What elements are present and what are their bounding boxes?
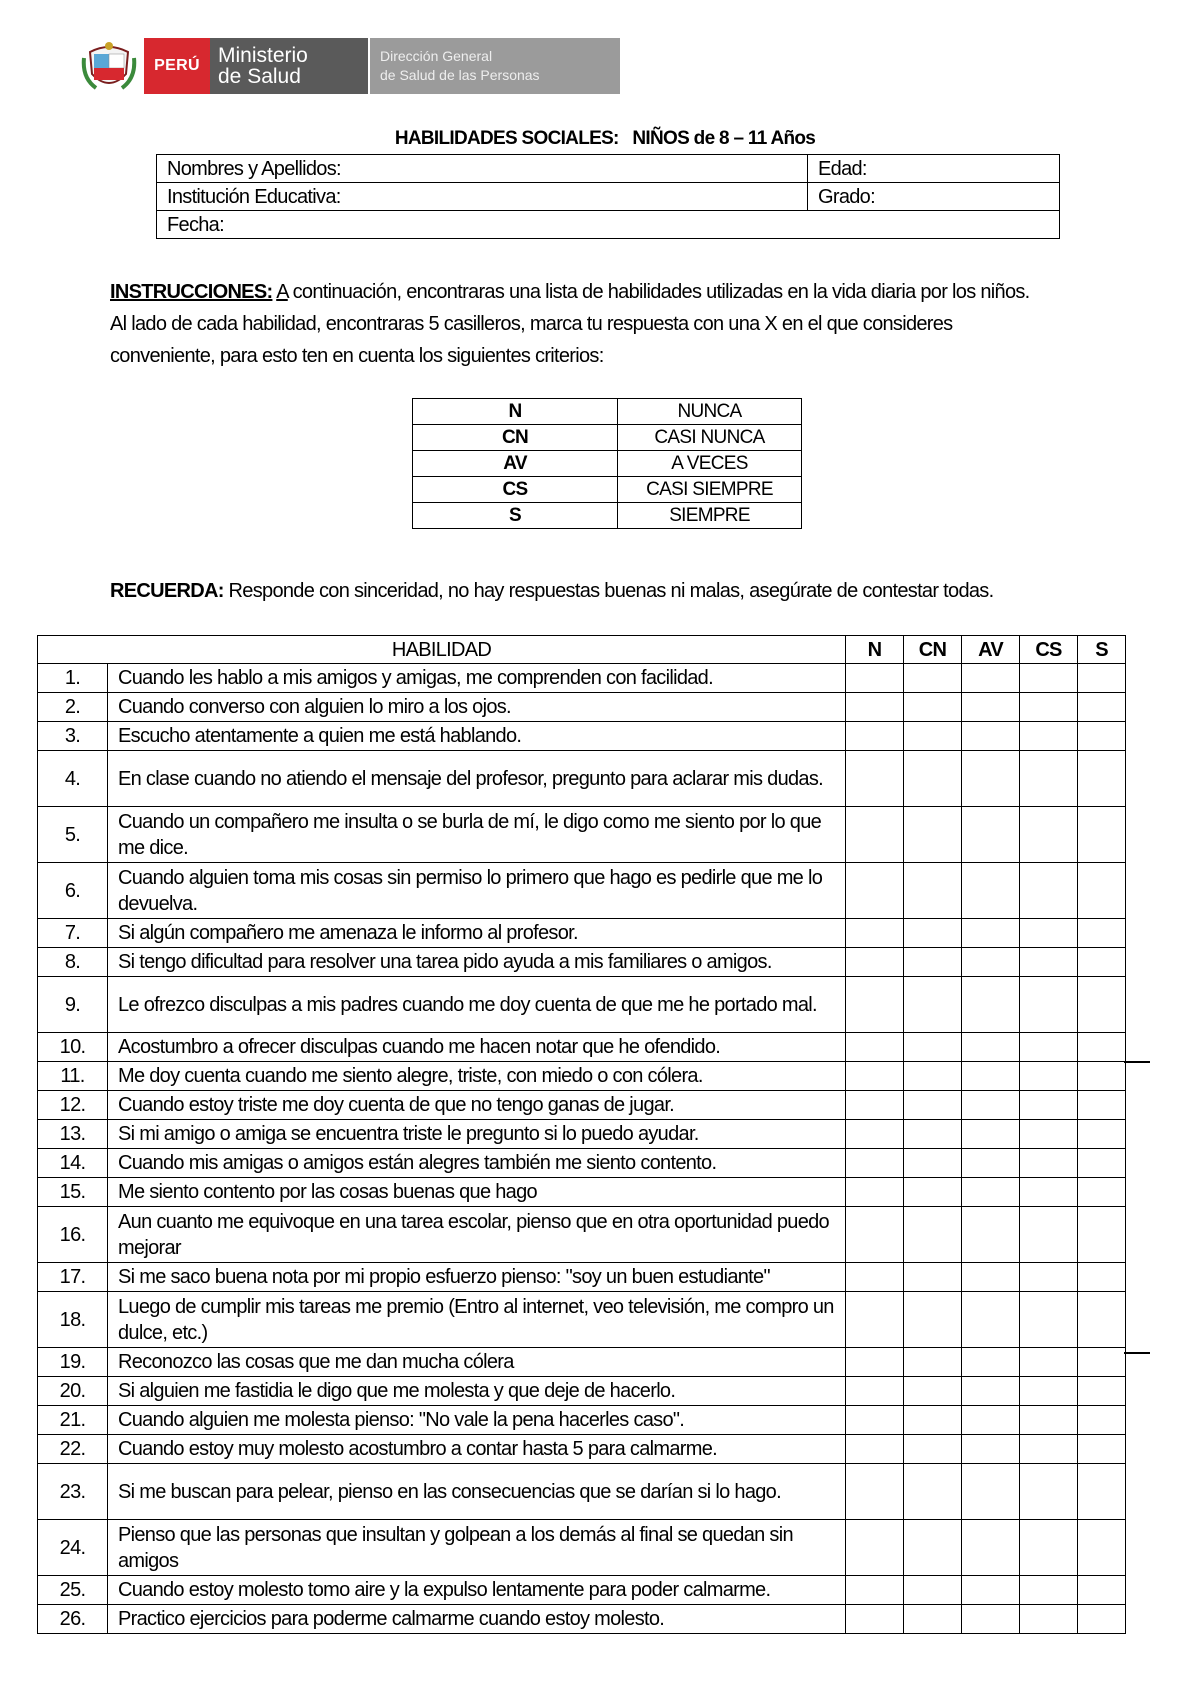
skill-number: 9. [38,977,108,1033]
instructions-label: INSTRUCCIONES: [110,281,273,303]
criteria-meaning: SIEMPRE [618,503,802,529]
criteria-meaning: CASI NUNCA [618,425,802,451]
answer-box-n[interactable] [846,751,904,807]
skill-number: 8. [38,948,108,977]
skill-row [38,919,1126,948]
student-row-date [157,211,1060,239]
answer-box-s[interactable] [1078,1464,1126,1520]
answer-box-av[interactable] [962,693,1020,722]
answer-box-cn[interactable] [904,1406,962,1435]
answer-box-n[interactable] [846,1520,904,1576]
answer-box-s[interactable] [1078,807,1126,863]
criteria-code: AV [413,451,618,477]
answer-box-av[interactable] [962,1406,1020,1435]
answer-box-s[interactable] [1078,863,1126,919]
skill-text: Cuando converso con alguien lo miro a los ojos. [108,693,846,722]
answer-box-av[interactable] [962,1520,1020,1576]
answer-box-s[interactable] [1078,1605,1126,1634]
answer-box-cn[interactable] [904,722,962,751]
answer-box-n[interactable] [846,1178,904,1207]
skill-number: 20. [38,1377,108,1406]
answer-box-s[interactable] [1078,1377,1126,1406]
student-row-school [157,183,1060,211]
skill-row [38,807,1126,863]
answer-box-av[interactable] [962,1263,1020,1292]
criteria-code: CS [413,477,618,503]
answer-box-cs[interactable] [1020,1377,1078,1406]
answer-box-s[interactable] [1078,948,1126,977]
answer-box-av[interactable] [962,1464,1020,1520]
answer-box-av[interactable] [962,977,1020,1033]
skill-number: 17. [38,1263,108,1292]
skill-row [38,1033,1126,1062]
skill-row [38,1348,1126,1377]
instructions-text [110,276,1110,372]
answer-box-cn[interactable] [904,1120,962,1149]
answer-box-cn[interactable] [904,1263,962,1292]
header-code-cs: CS [1020,636,1078,664]
skill-text: Le ofrezco disculpas a mis padres cuando me doy cuenta de que me he portado mal. [108,977,846,1033]
answer-box-n[interactable] [846,1292,904,1348]
skill-row [38,1207,1126,1263]
answer-box-cn[interactable] [904,1464,962,1520]
skill-text: Me doy cuenta cuando me siento alegre, triste, con miedo o con cólera. [108,1062,846,1091]
skill-row [38,863,1126,919]
skill-text: Practico ejercicios para poderme calmarme cuando estoy molesto. [108,1605,846,1634]
skill-text: Luego de cumplir mis tareas me premio (Entro al internet, veo televisión, me compro un dulce, etc.) [108,1292,846,1348]
answer-box-s[interactable] [1078,664,1126,693]
answer-box-n[interactable] [846,722,904,751]
skill-text: Cuando estoy triste me doy cuenta de que no tengo ganas de jugar. [108,1091,846,1120]
answer-box-cs[interactable] [1020,948,1078,977]
answer-box-cs[interactable] [1020,1120,1078,1149]
answer-box-cs[interactable] [1020,1348,1078,1377]
answer-box-av[interactable] [962,807,1020,863]
answer-box-cs[interactable] [1020,919,1078,948]
skill-number: 15. [38,1178,108,1207]
criteria-meaning: NUNCA [618,399,802,425]
answer-box-cs[interactable] [1020,1263,1078,1292]
skill-number: 18. [38,1292,108,1348]
name-field[interactable]: Nombres y Apellidos: [157,155,808,183]
answer-box-s[interactable] [1078,977,1126,1033]
answer-box-cs[interactable] [1020,1464,1078,1520]
instructions-line1-text: continuación, encontraras una lista de habilidades utilizadas en la vida diaria por los niños. [287,281,1030,303]
answer-box-s[interactable] [1078,1207,1126,1263]
answer-box-cn[interactable] [904,948,962,977]
skill-row [38,948,1126,977]
answer-box-av[interactable] [962,664,1020,693]
answer-box-cs[interactable] [1020,1576,1078,1605]
answer-box-av[interactable] [962,722,1020,751]
skill-text: Cuando un compañero me insulta o se burla de mí, le digo como me siento por lo que me dice. [108,807,846,863]
answer-box-av[interactable] [962,1348,1020,1377]
answer-box-n[interactable] [846,1464,904,1520]
skill-row [38,1091,1126,1120]
ministry-name-line1: Ministerio [218,44,308,67]
answer-box-n[interactable] [846,664,904,693]
answer-box-av[interactable] [962,1120,1020,1149]
answer-box-n[interactable] [846,948,904,977]
answer-box-av[interactable] [962,751,1020,807]
skill-row [38,751,1126,807]
header-code-s: S [1078,636,1126,664]
answer-box-cs[interactable] [1020,1207,1078,1263]
skill-text: Cuando alguien toma mis cosas sin permiso lo primero que hago es pedirle que me lo devuelva. [108,863,846,919]
answer-box-cs[interactable] [1020,693,1078,722]
ministry-logo [80,38,620,94]
criteria-row [413,503,802,529]
student-info-table [156,154,1060,239]
skill-text: Cuando alguien me molesta pienso: "No vale la pena hacerles caso". [108,1406,846,1435]
answer-box-av[interactable] [962,1178,1020,1207]
skill-text: Si mi amigo o amiga se encuentra triste le pregunto si lo puedo ayudar. [108,1120,846,1149]
answer-box-av[interactable] [962,1435,1020,1464]
school-field[interactable]: Institución Educativa: [157,183,808,211]
answer-box-av[interactable] [962,1207,1020,1263]
criteria-row [413,399,802,425]
answer-box-cn[interactable] [904,1178,962,1207]
answer-box-av[interactable] [962,1605,1020,1634]
skill-row [38,1435,1126,1464]
answer-box-cs[interactable] [1020,1406,1078,1435]
ministry-name [210,38,368,94]
skill-row [38,1120,1126,1149]
margin-mark [1124,1352,1150,1354]
header-code-n: N [846,636,904,664]
skill-text: Aun cuanto me equivoque en una tarea escolar, pienso que en otra oportunidad puedo mejorar [108,1207,846,1263]
coat-of-arms-icon [80,38,138,94]
direction-name [370,38,620,94]
criteria-row [413,451,802,477]
margin-mark [1124,1061,1150,1063]
header-code-av: AV [962,636,1020,664]
document-title: HABILIDADES SOCIALES: NIÑOS de 8 – 11 Años [394,128,816,149]
criteria-legend-table [412,398,802,529]
answer-box-cn[interactable] [904,919,962,948]
answer-box-cn[interactable] [904,807,962,863]
skill-row [38,664,1126,693]
skill-row [38,1576,1126,1605]
skills-table [37,635,1126,1634]
answer-box-cn[interactable] [904,1062,962,1091]
criteria-meaning: A VECES [618,451,802,477]
skill-text: Si me saco buena nota por mi propio esfuerzo pienso: "soy un buen estudiante" [108,1263,846,1292]
answer-box-av[interactable] [962,1033,1020,1062]
answer-box-cn[interactable] [904,1520,962,1576]
skill-number: 14. [38,1149,108,1178]
skill-text: En clase cuando no atiendo el mensaje del profesor, pregunto para aclarar mis dudas. [108,751,846,807]
answer-box-s[interactable] [1078,1576,1126,1605]
grade-field[interactable]: Grado: [808,183,1060,211]
skill-text: Acostumbro a ofrecer disculpas cuando me hacen notar que he ofendido. [108,1033,846,1062]
skill-number: 4. [38,751,108,807]
skill-number: 5. [38,807,108,863]
skill-text: Si alguien me fastidia le digo que me molesta y que deje de hacerlo. [108,1377,846,1406]
skill-number: 13. [38,1120,108,1149]
answer-box-cs[interactable] [1020,1062,1078,1091]
answer-box-cs[interactable] [1020,977,1078,1033]
skill-number: 3. [38,722,108,751]
answer-box-av[interactable] [962,1062,1020,1091]
answer-box-av[interactable] [962,1292,1020,1348]
skill-row [38,722,1126,751]
answer-box-cn[interactable] [904,1149,962,1178]
answer-box-n[interactable] [846,1406,904,1435]
answer-box-n[interactable] [846,1576,904,1605]
age-field[interactable]: Edad: [808,155,1060,183]
skill-row [38,977,1126,1033]
criteria-row [413,425,802,451]
answer-box-n[interactable] [846,1435,904,1464]
student-row-name [157,155,1060,183]
skill-row [38,1178,1126,1207]
answer-box-cn[interactable] [904,863,962,919]
answer-box-cs[interactable] [1020,1605,1078,1634]
answer-box-cn[interactable] [904,1435,962,1464]
answer-box-cs[interactable] [1020,863,1078,919]
skill-number: 2. [38,693,108,722]
skill-text: Cuando estoy muy molesto acostumbro a contar hasta 5 para calmarme. [108,1435,846,1464]
answer-box-cs[interactable] [1020,664,1078,693]
ministry-name-line2: de Salud [218,65,301,88]
answer-box-av[interactable] [962,1149,1020,1178]
skill-row [38,693,1126,722]
skill-number: 25. [38,1576,108,1605]
answer-box-s[interactable] [1078,1292,1126,1348]
answer-box-cs[interactable] [1020,1292,1078,1348]
answer-box-s[interactable] [1078,1520,1126,1576]
direction-name-line1: Dirección General [380,48,493,64]
instructions-line3: conveniente, para esto ten en cuenta los siguientes criterios: [110,345,604,367]
skill-text: Cuando estoy molesto tomo aire y la expulso lentamente para poder calmarme. [108,1576,846,1605]
skill-text: Reconozco las cosas que me dan mucha cólera [108,1348,846,1377]
skill-text: Si me buscan para pelear, pienso en las consecuencias que se darían si lo hago. [108,1464,846,1520]
skill-number: 10. [38,1033,108,1062]
answer-box-cs[interactable] [1020,1520,1078,1576]
skill-number: 19. [38,1348,108,1377]
answer-box-n[interactable] [846,1605,904,1634]
answer-box-av[interactable] [962,1377,1020,1406]
answer-box-cn[interactable] [904,1033,962,1062]
answer-box-s[interactable] [1078,919,1126,948]
answer-box-cs[interactable] [1020,751,1078,807]
direction-name-line2: de Salud de las Personas [380,67,540,83]
skill-number: 26. [38,1605,108,1634]
answer-box-n[interactable] [846,693,904,722]
skill-text: Si tengo dificultad para resolver una tarea pido ayuda a mis familiares o amigos. [108,948,846,977]
skills-header-row [38,636,1126,664]
answer-box-n[interactable] [846,1062,904,1091]
answer-box-s[interactable] [1078,693,1126,722]
answer-box-cn[interactable] [904,977,962,1033]
answer-box-s[interactable] [1078,1062,1126,1091]
answer-box-n[interactable] [846,863,904,919]
answer-box-n[interactable] [846,1091,904,1120]
answer-box-n[interactable] [846,1149,904,1178]
answer-box-cs[interactable] [1020,722,1078,751]
skill-text: Pienso que las personas que insultan y golpean a los demás al final se quedan sin amigos [108,1520,846,1576]
skill-text: Cuando les hablo a mis amigos y amigas, me comprenden con facilidad. [108,664,846,693]
skill-number: 23. [38,1464,108,1520]
answer-box-s[interactable] [1078,1435,1126,1464]
criteria-row [413,477,802,503]
skill-row [38,1263,1126,1292]
skill-number: 6. [38,863,108,919]
answer-box-s[interactable] [1078,1149,1126,1178]
answer-box-s[interactable] [1078,1406,1126,1435]
skill-number: 21. [38,1406,108,1435]
answer-box-av[interactable] [962,1091,1020,1120]
instructions-first-letter: A [276,281,288,303]
criteria-code: CN [413,425,618,451]
answer-box-cn[interactable] [904,1207,962,1263]
answer-box-s[interactable] [1078,1120,1126,1149]
date-field[interactable]: Fecha: [157,211,1060,239]
answer-box-cs[interactable] [1020,1178,1078,1207]
answer-box-n[interactable] [846,807,904,863]
answer-box-n[interactable] [846,1207,904,1263]
skill-row [38,1292,1126,1348]
answer-box-s[interactable] [1078,722,1126,751]
answer-box-av[interactable] [962,863,1020,919]
header-code-cn: CN [904,636,962,664]
answer-box-n[interactable] [846,1120,904,1149]
answer-box-s[interactable] [1078,1091,1126,1120]
skill-row [38,1520,1126,1576]
skill-text: Si algún compañero me amenaza le informo al profesor. [108,919,846,948]
answer-box-cs[interactable] [1020,1149,1078,1178]
skill-row [38,1149,1126,1178]
answer-box-cn[interactable] [904,1348,962,1377]
skill-row [38,1062,1126,1091]
header-skill: HABILIDAD [38,636,846,664]
answer-box-n[interactable] [846,919,904,948]
skill-number: 1. [38,664,108,693]
peru-label: PERÚ [144,38,210,94]
skill-number: 11. [38,1062,108,1091]
answer-box-cn[interactable] [904,1576,962,1605]
skill-text: Cuando mis amigas o amigos están alegres también me siento contento. [108,1149,846,1178]
answer-box-cs[interactable] [1020,1033,1078,1062]
criteria-code: N [413,399,618,425]
reminder-text [110,580,993,603]
skill-number: 12. [38,1091,108,1120]
skill-number: 22. [38,1435,108,1464]
answer-box-av[interactable] [962,1576,1020,1605]
answer-box-s[interactable] [1078,1263,1126,1292]
answer-box-cn[interactable] [904,1377,962,1406]
answer-box-n[interactable] [846,1377,904,1406]
answer-box-n[interactable] [846,977,904,1033]
skill-number: 16. [38,1207,108,1263]
answer-box-cn[interactable] [904,693,962,722]
skill-row [38,1605,1126,1634]
criteria-code: S [413,503,618,529]
answer-box-cn[interactable] [904,1091,962,1120]
answer-box-n[interactable] [846,1348,904,1377]
answer-box-cn[interactable] [904,664,962,693]
answer-box-s[interactable] [1078,1348,1126,1377]
skill-text: Escucho atentamente a quien me está hablando. [108,722,846,751]
answer-box-av[interactable] [962,919,1020,948]
answer-box-cn[interactable] [904,751,962,807]
skill-number: 7. [38,919,108,948]
answer-box-n[interactable] [846,1033,904,1062]
answer-box-av[interactable] [962,948,1020,977]
instructions-line1 [110,276,1110,308]
answer-box-s[interactable] [1078,1033,1126,1062]
answer-box-n[interactable] [846,1263,904,1292]
instructions-line2: Al lado de cada habilidad, encontraras 5 casilleros, marca tu respuesta con una X en el que consideres [110,313,953,335]
skill-row [38,1377,1126,1406]
reminder-body: Responde con sinceridad, no hay respuestas buenas ni malas, asegúrate de contestar todas. [223,580,994,602]
answer-box-s[interactable] [1078,1178,1126,1207]
answer-box-s[interactable] [1078,751,1126,807]
answer-box-cn[interactable] [904,1605,962,1634]
answer-box-cs[interactable] [1020,1091,1078,1120]
answer-box-cs[interactable] [1020,1435,1078,1464]
answer-box-cn[interactable] [904,1292,962,1348]
criteria-meaning: CASI SIEMPRE [618,477,802,503]
skill-text: Me siento contento por las cosas buenas que hago [108,1178,846,1207]
answer-box-cs[interactable] [1020,807,1078,863]
skill-row [38,1406,1126,1435]
reminder-label: RECUERDA: [110,580,224,602]
skill-number: 24. [38,1520,108,1576]
skill-row [38,1464,1126,1520]
